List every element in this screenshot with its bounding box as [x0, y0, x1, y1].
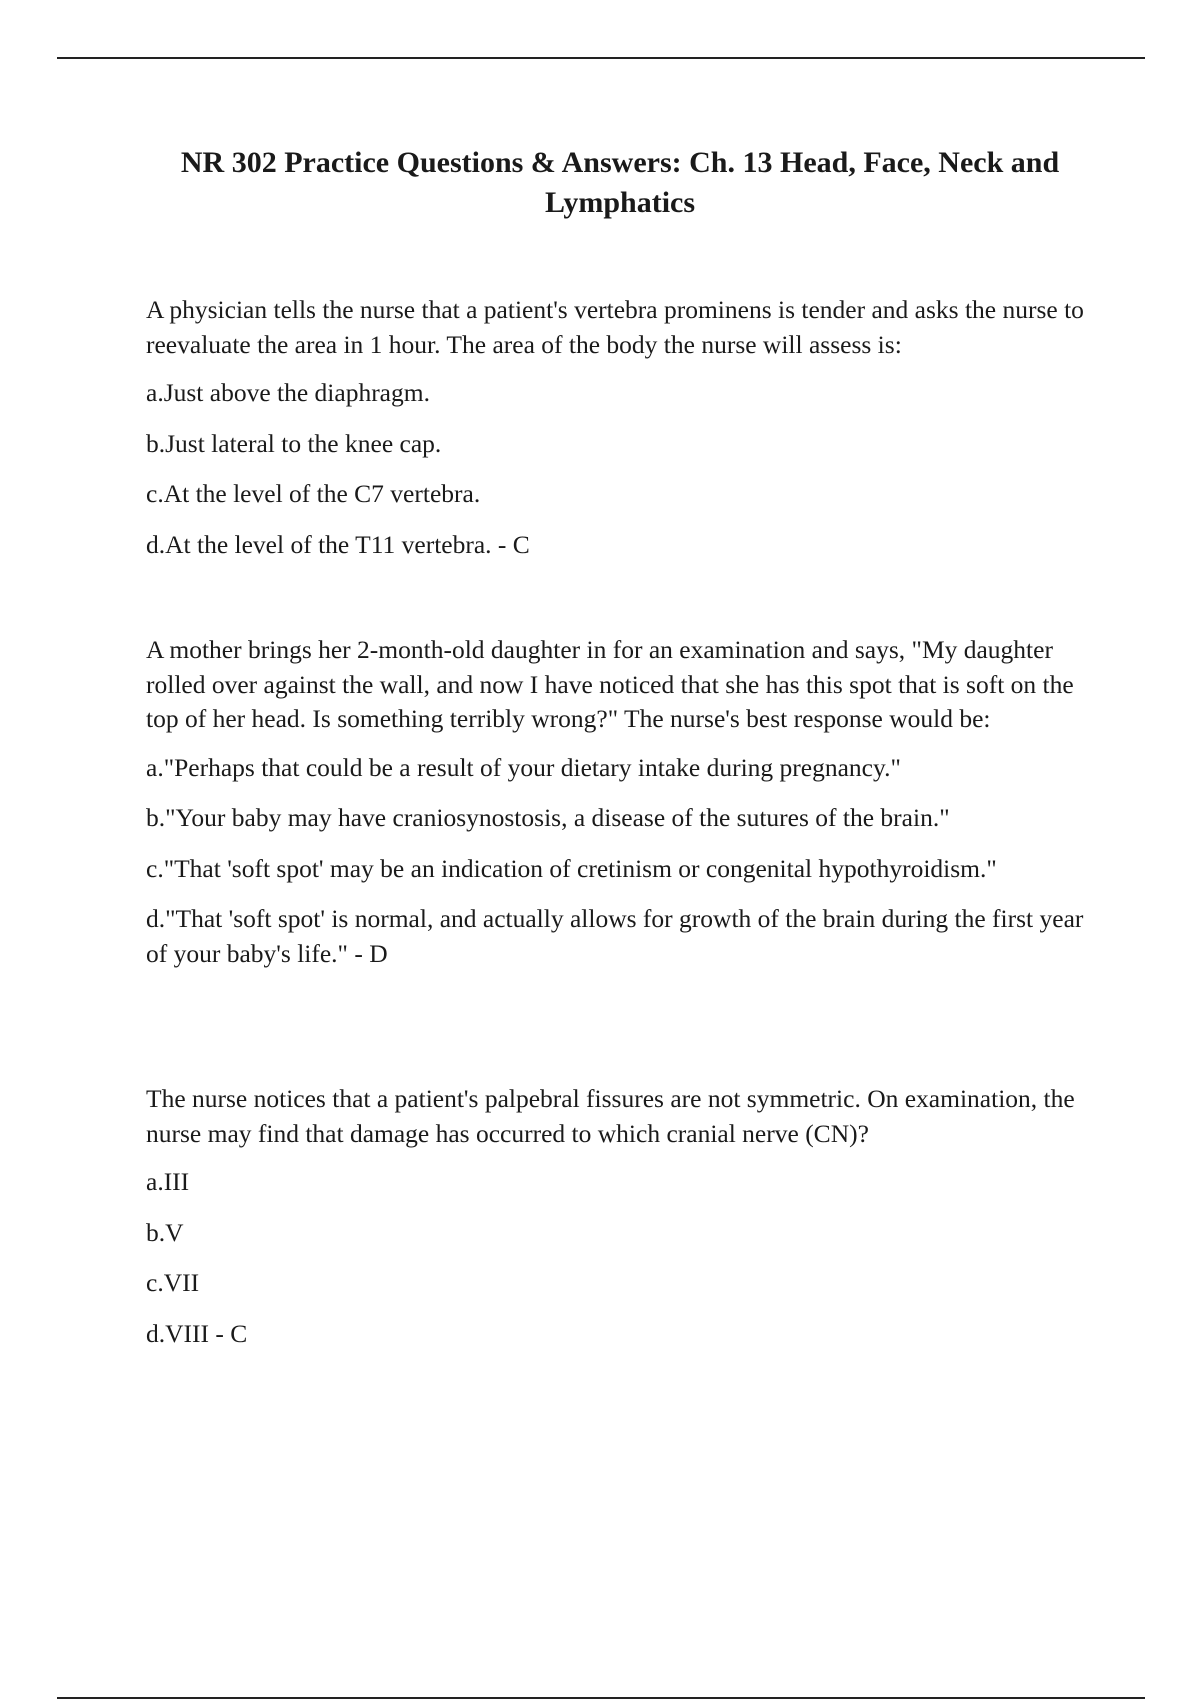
question-2-option-a: a."Perhaps that could be a result of your dietary intake during pregnancy."	[146, 752, 901, 782]
question-3	[146, 1082, 1106, 1351]
question-1-stem: A physician tells the nurse that a patient's vertebra prominens is tender and asks the nurse to reevaluate the area in 1 hour. The area of the body the nurse will assess is:	[146, 295, 1084, 359]
question-3-option-d: d.VIII - C	[146, 1318, 248, 1348]
question-2-options	[146, 751, 1106, 972]
document-title: NR 302 Practice Questions & Answers: Ch. 13 Head, Face, Neck and Lymphatics	[180, 146, 1060, 219]
question-2	[146, 633, 1106, 971]
question-1-option-a: a.Just above the diaphragm.	[146, 378, 430, 407]
bottom-horizontal-rule	[57, 1697, 1145, 1699]
question-1-option-d: d.At the level of the T11 vertebra. - C	[146, 529, 530, 559]
question-3-stem: The nurse notices that a patient's palpebral fissures are not symmetric. On examination, the nurse may find that damage has occurred to which cranial nerve (CN)?	[146, 1084, 1075, 1148]
question-3-option-b: b.V	[146, 1217, 184, 1247]
question-3-option-a: a.III	[146, 1167, 190, 1196]
question-1-options	[146, 376, 1106, 562]
question-3-options	[146, 1165, 1106, 1351]
question-2-option-d: d."That 'soft spot' is normal, and actually allows for growth of the brain during the first year of your baby's life." - D	[146, 904, 1084, 968]
question-1-option-b: b.Just lateral to the knee cap.	[146, 428, 442, 458]
question-2-option-c: c."That 'soft spot' may be an indication of cretinism or congenital hypothyroidism."	[146, 853, 997, 883]
question-2-stem: A mother brings her 2-month-old daughter in for an examination and says, "My daughter rolled over against the wall, and now I have noticed that she has this spot that is soft on the top of her head. Is something terribly wrong?" The nurse's best response would be:	[146, 635, 1074, 733]
question-3-option-c: c.VII	[146, 1268, 200, 1297]
question-2-option-b: b."Your baby may have craniosynostosis, a disease of the sutures of the brain."	[146, 803, 950, 832]
top-horizontal-rule	[57, 57, 1145, 59]
question-1	[146, 293, 1106, 562]
question-1-option-c: c.At the level of the C7 vertebra.	[146, 479, 481, 508]
